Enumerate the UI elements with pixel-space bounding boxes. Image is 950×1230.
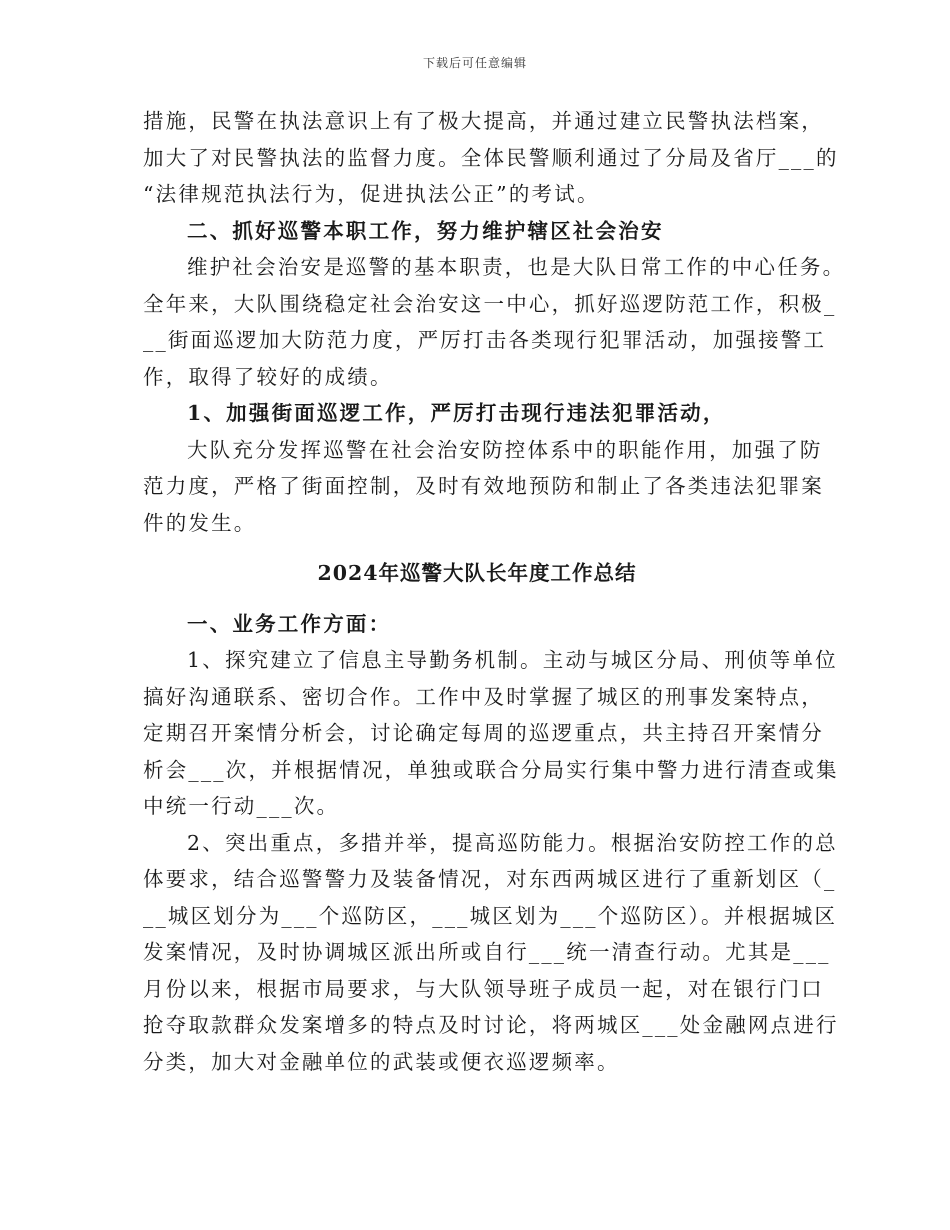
document-title: 2024年巡警大队长年度工作总结	[317, 561, 637, 585]
text-line: 析会___次，并根据情况，单独或联合分局实行集中警力进行清查或集	[143, 757, 839, 782]
paragraph-street-control	[143, 432, 824, 542]
text-line: 范力度，严格了街面控制，及时有效地预防和制止了各类违法犯罪案	[143, 474, 824, 498]
text-line: 措施，民警在执法意识上有了极大提高，并通过建立民警执法档案，	[143, 109, 824, 133]
paragraph-information-mechanism	[143, 642, 839, 825]
section-heading-business: 一、业务工作方面：	[187, 611, 392, 636]
paragraph-patrol-capability	[143, 825, 839, 1081]
document-body	[143, 103, 846, 1080]
text-line: 维护社会治安是巡警的基本职责，也是大队日常工作的中心任务。	[187, 255, 846, 279]
text-line: __街面巡逻加大防范力度，严厉打击各类现行犯罪活动，加强接警工	[143, 328, 827, 352]
text-line: __城区划分为___个巡防区，___城区划为___个巡防区）。并根据城区	[143, 903, 838, 928]
text-line: 发案情况，及时协调城区派出所或自行___统一清查行动。尤其是___	[143, 940, 831, 964]
text-line: 大队充分发挥巡警在社会治安防控体系中的职能作用，加强了防	[187, 437, 823, 462]
text-line: 月份以来，根据市局要求，与大队领导班子成员一起，对在银行门口	[143, 976, 824, 1001]
text-line: 作，取得了较好的成绩。	[143, 364, 393, 389]
text-line: 搞好沟通联系、密切合作。工作中及时掌握了城区的刑事发案特点，	[143, 684, 824, 709]
page-header: 下载后可任意编辑	[422, 56, 527, 70]
text-line: 中统一行动___次。	[143, 794, 340, 818]
text-line: 定期召开案情分析会，讨论确定每周的巡逻重点，共主持召开案情分	[143, 721, 824, 745]
text-line: 件的发生。	[143, 510, 257, 535]
paragraph-public-security	[143, 249, 846, 395]
text-line: 1、探究建立了信息主导勤务机制。主动与城区分局、刑侦等单位	[187, 648, 838, 672]
text-line: 加大了对民警执法的监督力度。全体民警顺利通过了分局及省厅___的	[143, 145, 839, 170]
text-line: 2、突出重点，多措并举，提高巡防能力。根据治安防控工作的总	[187, 830, 838, 855]
text-line: 全年来，大队围绕稳定社会治安这一中心，抓好巡逻防范工作，积极_	[143, 291, 837, 316]
text-line: 抢夺取款群众发案增多的特点及时讨论，将两城区___处金融网点进行	[143, 1013, 839, 1037]
subheading-street-patrol: 1、加强街面巡逻工作，严厉打击现行违法犯罪活动，	[187, 401, 726, 425]
text-line: 体要求，结合巡警警力及装备情况，对东西两城区进行了重新划区（_	[143, 867, 837, 891]
text-line: “法律规范执法行为，促进执法公正”的考试。	[143, 182, 600, 206]
paragraph-measures	[143, 103, 839, 213]
section-heading-patrol-duty: 二、抓好巡警本职工作，努力维护辖区社会治安	[187, 218, 664, 243]
text-line: 分类，加大对金融单位的武装或便衣巡逻频率。	[143, 1049, 620, 1074]
